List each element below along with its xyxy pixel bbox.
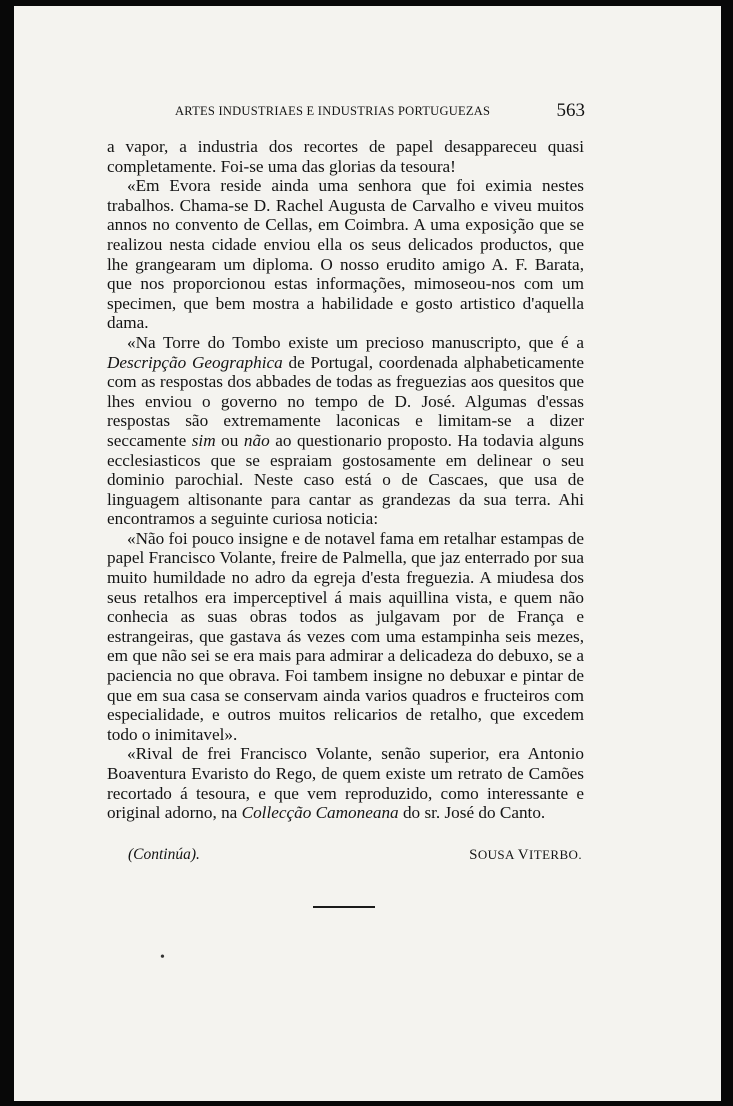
paragraph-3-text-a: «Na Torre do Tombo existe um precioso manuscripto, que é a — [127, 332, 584, 352]
paragraph-2: «Em Evora reside ainda uma senhora que foi eximia nestes trabalhos. Chama-se D. Rachel Augusta de Carvalho e viveu muitos annos no convento de Cellas, em Coimbra. A uma exposição que se realizou nesta cidade enviou ella os seus delicados productos, que lhe grangearam um diploma. O nosso erudito amigo A. F. Barata, que nos proporcionou estas informações, mimoseou-nos com um specimen, que bem mostra a habilidade e gosto artistico d'aquella dama. — [107, 176, 584, 333]
title-colleccao-camoneana: Collecção Camoneana — [241, 803, 399, 823]
title-descripcao-geographica: Descripção Geographica — [107, 352, 283, 372]
footer-row — [128, 846, 582, 866]
paragraph-5 — [107, 744, 584, 822]
signature-initial-1: S — [469, 847, 478, 863]
paragraph-3-text-e: ou — [215, 430, 244, 450]
running-header — [175, 101, 585, 123]
paragraph-3-text-c: de Portugal, coordenada alphabeticamente com as respostas dos abbades de todas as freguezias aos quesitos que lhes enviou o governo no tempo de D. José. Algumas d'essas respostas são extremamente laconicas e limitam-se a dizer seccamente — [107, 352, 584, 450]
paragraph-5-text-a: «Rival de frei Francisco Volante, senão superior, era Antonio Boaventura Evaristo do Rego, de quem existe um retrato de Camões recortado á tesoura, e que vem reproduzido, como interessante e original adorno, na — [107, 744, 584, 823]
emphasis-nao: não — [243, 430, 270, 450]
paragraph-3-text-g: ao questionario proposto. Ha todavia alguns ecclesiasticos que se espraiam gostosamente em delinear o seu dominio parochial. Neste caso está o de Cascaes, que usa de linguagem altisonante para cantar as grandezas da sua terra. Ahi encontramos a seguinte curiosa noticia: — [107, 430, 584, 529]
signature-rest-2: ITERBO. — [529, 847, 582, 862]
author-signature — [469, 847, 582, 864]
body-text — [107, 137, 584, 823]
page-number: 563 — [556, 100, 585, 121]
paragraph-4-quotation: «Não foi pouco insigne e de notavel fama em retalhar estampas de papel Francisco Volante, freire de Palmella, que jaz enterrado por sua muito humildade no adro da egreja d'esta freguezia. A miudesa dos seus retalhos era imperceptivel á mais aquillina vista, e quem não conhecia as suas obras todos as julgavam por de França e estrangeiras, que gastava ás vezes com uma estampinha seis mezes, em que não sei se era mais para admirar a delicadeza do debuxo, se a paciencia no que obrava. Foi tambem insigne no debuxar e pintar de que em sua casa se conservam ainda varios quadros e fructeiros com especialidade, e outros muitos relicarios de retalho, que excedem todo o inimitavel». — [107, 528, 584, 744]
header-title: ARTES INDUSTRIAES E INDUSTRIAS PORTUGUEZAS — [175, 104, 491, 118]
signature-initial-2: V — [517, 847, 529, 863]
paragraph-5-text-c: do sr. José do Canto. — [398, 803, 546, 823]
paragraph-1: a vapor, a industria dos recortes de papel desappareceu quasi completamente. Foi-se uma das glorias da tesoura! — [107, 137, 584, 176]
end-rule — [313, 906, 375, 908]
continua-note: (Continúa). — [128, 846, 200, 863]
paragraph-3 — [107, 333, 584, 529]
ink-speck: • — [160, 950, 165, 965]
emphasis-sim: sim — [191, 430, 216, 450]
signature-rest-1: OUSA — [477, 847, 518, 862]
